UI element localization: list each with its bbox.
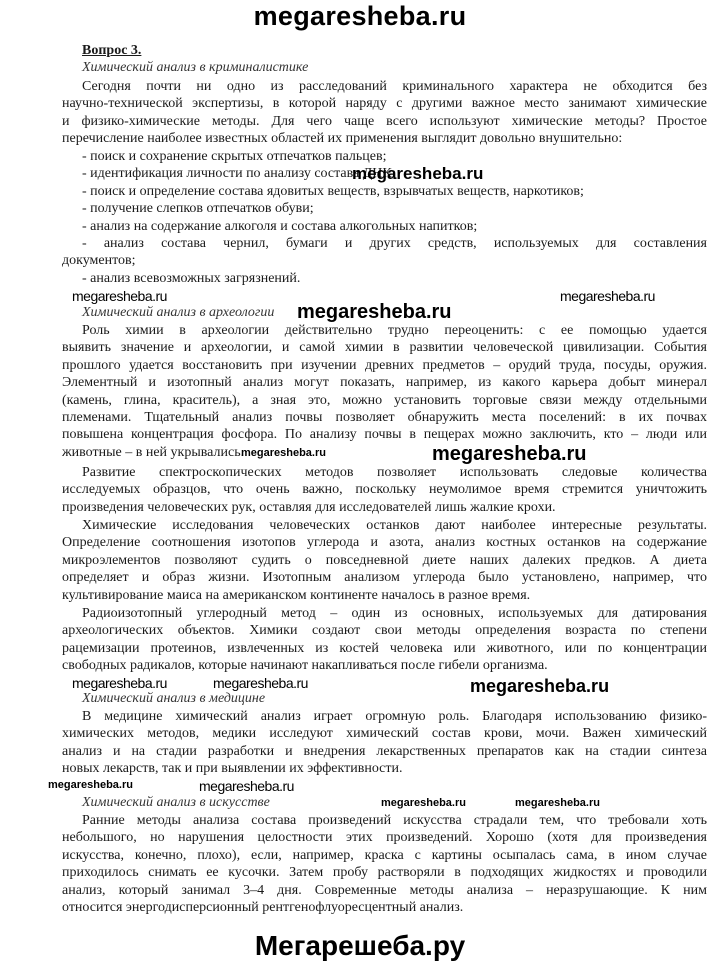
footer-watermark: Мегарешеба.ру: [254, 930, 466, 961]
text-line: приходилось снимать ее кусочки. Затем пробу растворяли в подходящих жидкостях и проводили: [62, 865, 707, 881]
paragraph-art: [62, 812, 707, 916]
text-line: выявить значение и археологии, и самой химии в развитии человеческой цивилизации. События: [62, 340, 707, 356]
list-item-line: - анализ всевозможных загрязнений.: [82, 270, 301, 286]
text-line: В медицине химический анализ играет огромную роль. Благодаря использованию физико-: [82, 709, 707, 724]
paragraph-archaeology-4: [62, 605, 707, 675]
text-line: микроэлементов позволяют судить о повседневной диете наших далеких предков. А диета: [62, 552, 707, 568]
text-line: Ранние методы анализа состава произведений искусства страдали тем, что требовали хоть: [82, 813, 707, 828]
list-item-line: документов;: [62, 253, 136, 269]
list-item-line: - поиск и определение состава ядовитых веществ, взрывчатых веществ, наркотиков;: [82, 183, 584, 199]
paragraph-medicine: [62, 708, 707, 778]
watermark: megaresheba.ru: [352, 164, 484, 183]
text-line: и физико-химические методы. Для чего чаще всего используют химические методы? Простое: [62, 113, 707, 129]
watermark: megaresheba.ru: [515, 797, 600, 809]
text-line: искусства, конечно, плохо), если, например, краска с картины осыпалась сама, в ином случае: [62, 847, 707, 863]
watermark: megaresheba.ru: [213, 675, 308, 691]
text-line: научно-технической экспертизы, в которой наряду с другими важное место занимают химические: [62, 96, 707, 112]
question-title: Вопрос 3.: [82, 43, 142, 58]
watermark: megaresheba.ru: [199, 778, 294, 794]
text-line: свободных радикалов, которые начинают накапливаться после гибели организма.: [62, 658, 548, 674]
text-line: рацемизации протеинов, извлеченных из костей человека или животного, или по концентрации: [62, 640, 707, 656]
text-line: культивирование маиса на американском континенте началось в разное время.: [62, 587, 531, 603]
watermark: megaresheba.ru: [432, 443, 587, 465]
watermark: megaresheba.ru: [381, 797, 466, 809]
paragraph-archaeology-2: [62, 464, 707, 516]
text-line: Химические исследования человеческих останков дают наиболее интересные результаты.: [82, 518, 707, 533]
text-line: небольшого, но нарушения целостности этих произведений. Хорошо (хотя для произведения: [62, 830, 707, 846]
text-line: животные – в ней укрывались.: [62, 444, 245, 460]
watermark: megaresheba.ru: [241, 447, 326, 459]
text-line: новых лекарств, так и при выявлении их эффективности.: [62, 761, 403, 777]
list-item-line: - идентификация личности по анализу состава ДНК;: [82, 166, 396, 182]
list-item-line: - получение слепков отпечатков обуви;: [82, 201, 314, 217]
text-line: Определение соотношения изотопов углерода и азота, анализ костных останков на содержание: [62, 535, 707, 551]
text-line: анализ, который занимал 3–4 дня. Современные методы анализа – неразрушающие. К ним: [62, 882, 707, 898]
text-line: Развитие спектроскопических методов позволяет использовать следовые количества: [82, 465, 707, 480]
watermark: megaresheba.ru: [470, 676, 610, 696]
text-line: анализ и на стадии разработки и внедрения лекарственных препаратов как на стадии синтеза: [62, 743, 707, 759]
paragraph-forensics-intro: [62, 78, 707, 148]
text-line: Роль химии в археологии действительно трудно переоценить: с ее помощью удается: [82, 323, 707, 338]
list-item-line: - поиск и сохранение скрытых отпечатков пальцев;: [82, 149, 387, 164]
watermark: megaresheba.ru: [72, 675, 167, 691]
text-line: Элементный и изотопный анализ могут показать, например, из какого карьера добыт минерал: [62, 375, 707, 391]
text-line: относится энергодисперсионный рентгенофлуоресцентный анализ.: [62, 900, 464, 916]
watermark: megaresheba.ru: [560, 288, 655, 304]
text-line: химических методов, медики исследуют химический состав крови, мочи. Важен химический: [62, 726, 707, 742]
watermark: megaresheba.ru: [297, 301, 452, 323]
text-line: племенами. Тщательный анализ почвы позволяет обнаружить места поселений: в их почвах: [62, 410, 707, 426]
text-line: исследуемых образцов, что очень важно, поскольку неумолимое время стремится уничтожить: [62, 482, 707, 498]
list-item-line: - анализ состава чернил, бумаги и других средств, используемых для составления: [82, 236, 707, 252]
watermark: megaresheba.ru: [72, 288, 167, 304]
section-title-archaeology: Химический анализ в археологии: [82, 305, 275, 320]
section-title-forensics: Химический анализ в криминалистике: [82, 60, 309, 75]
section-title-art: Химический анализ в искусстве: [82, 795, 270, 810]
header-watermark: megaresheba.ru: [253, 1, 467, 31]
paragraph-archaeology-1: [62, 322, 707, 461]
list-item-line: - анализ на содержание алкоголя и состава алкогольных напитков;: [82, 218, 478, 234]
text-line: прошлого удается восстановить при изучении древних предметов – орудий труда, посуды, оружия.: [62, 357, 707, 373]
text-line: археологических объектов. Химики создают свои методы определения возраста по степени: [62, 623, 707, 639]
text-line: Радиоизотопный углеродный метод – один из основных, используемых для датирования: [82, 606, 707, 621]
text-line: повышена концентрация фосфора. По анализу почвы в пещерах можно заключить, кто – люди или: [62, 427, 707, 443]
watermark: megaresheba.ru: [48, 779, 133, 791]
text-line: Сегодня почти ни одно из расследований криминального характера не обходится без: [82, 79, 707, 94]
section-title-medicine: Химический анализ в медицине: [82, 691, 266, 706]
paragraph-archaeology-3: [62, 517, 707, 604]
text-line: определяет и образ жизни. Изотопным анализом углерода было установлено, например, что: [62, 570, 707, 586]
text-line: (камень, глина, краситель), а зная это, можно установить торговые связи между отдельными: [62, 392, 707, 408]
text-line: перечисление наиболее известных областей их применения выглядит довольно внушительно:: [62, 131, 623, 147]
text-line: произведения человеческих рук, оставляя для исследователей лишь жалкие крохи.: [62, 499, 556, 515]
